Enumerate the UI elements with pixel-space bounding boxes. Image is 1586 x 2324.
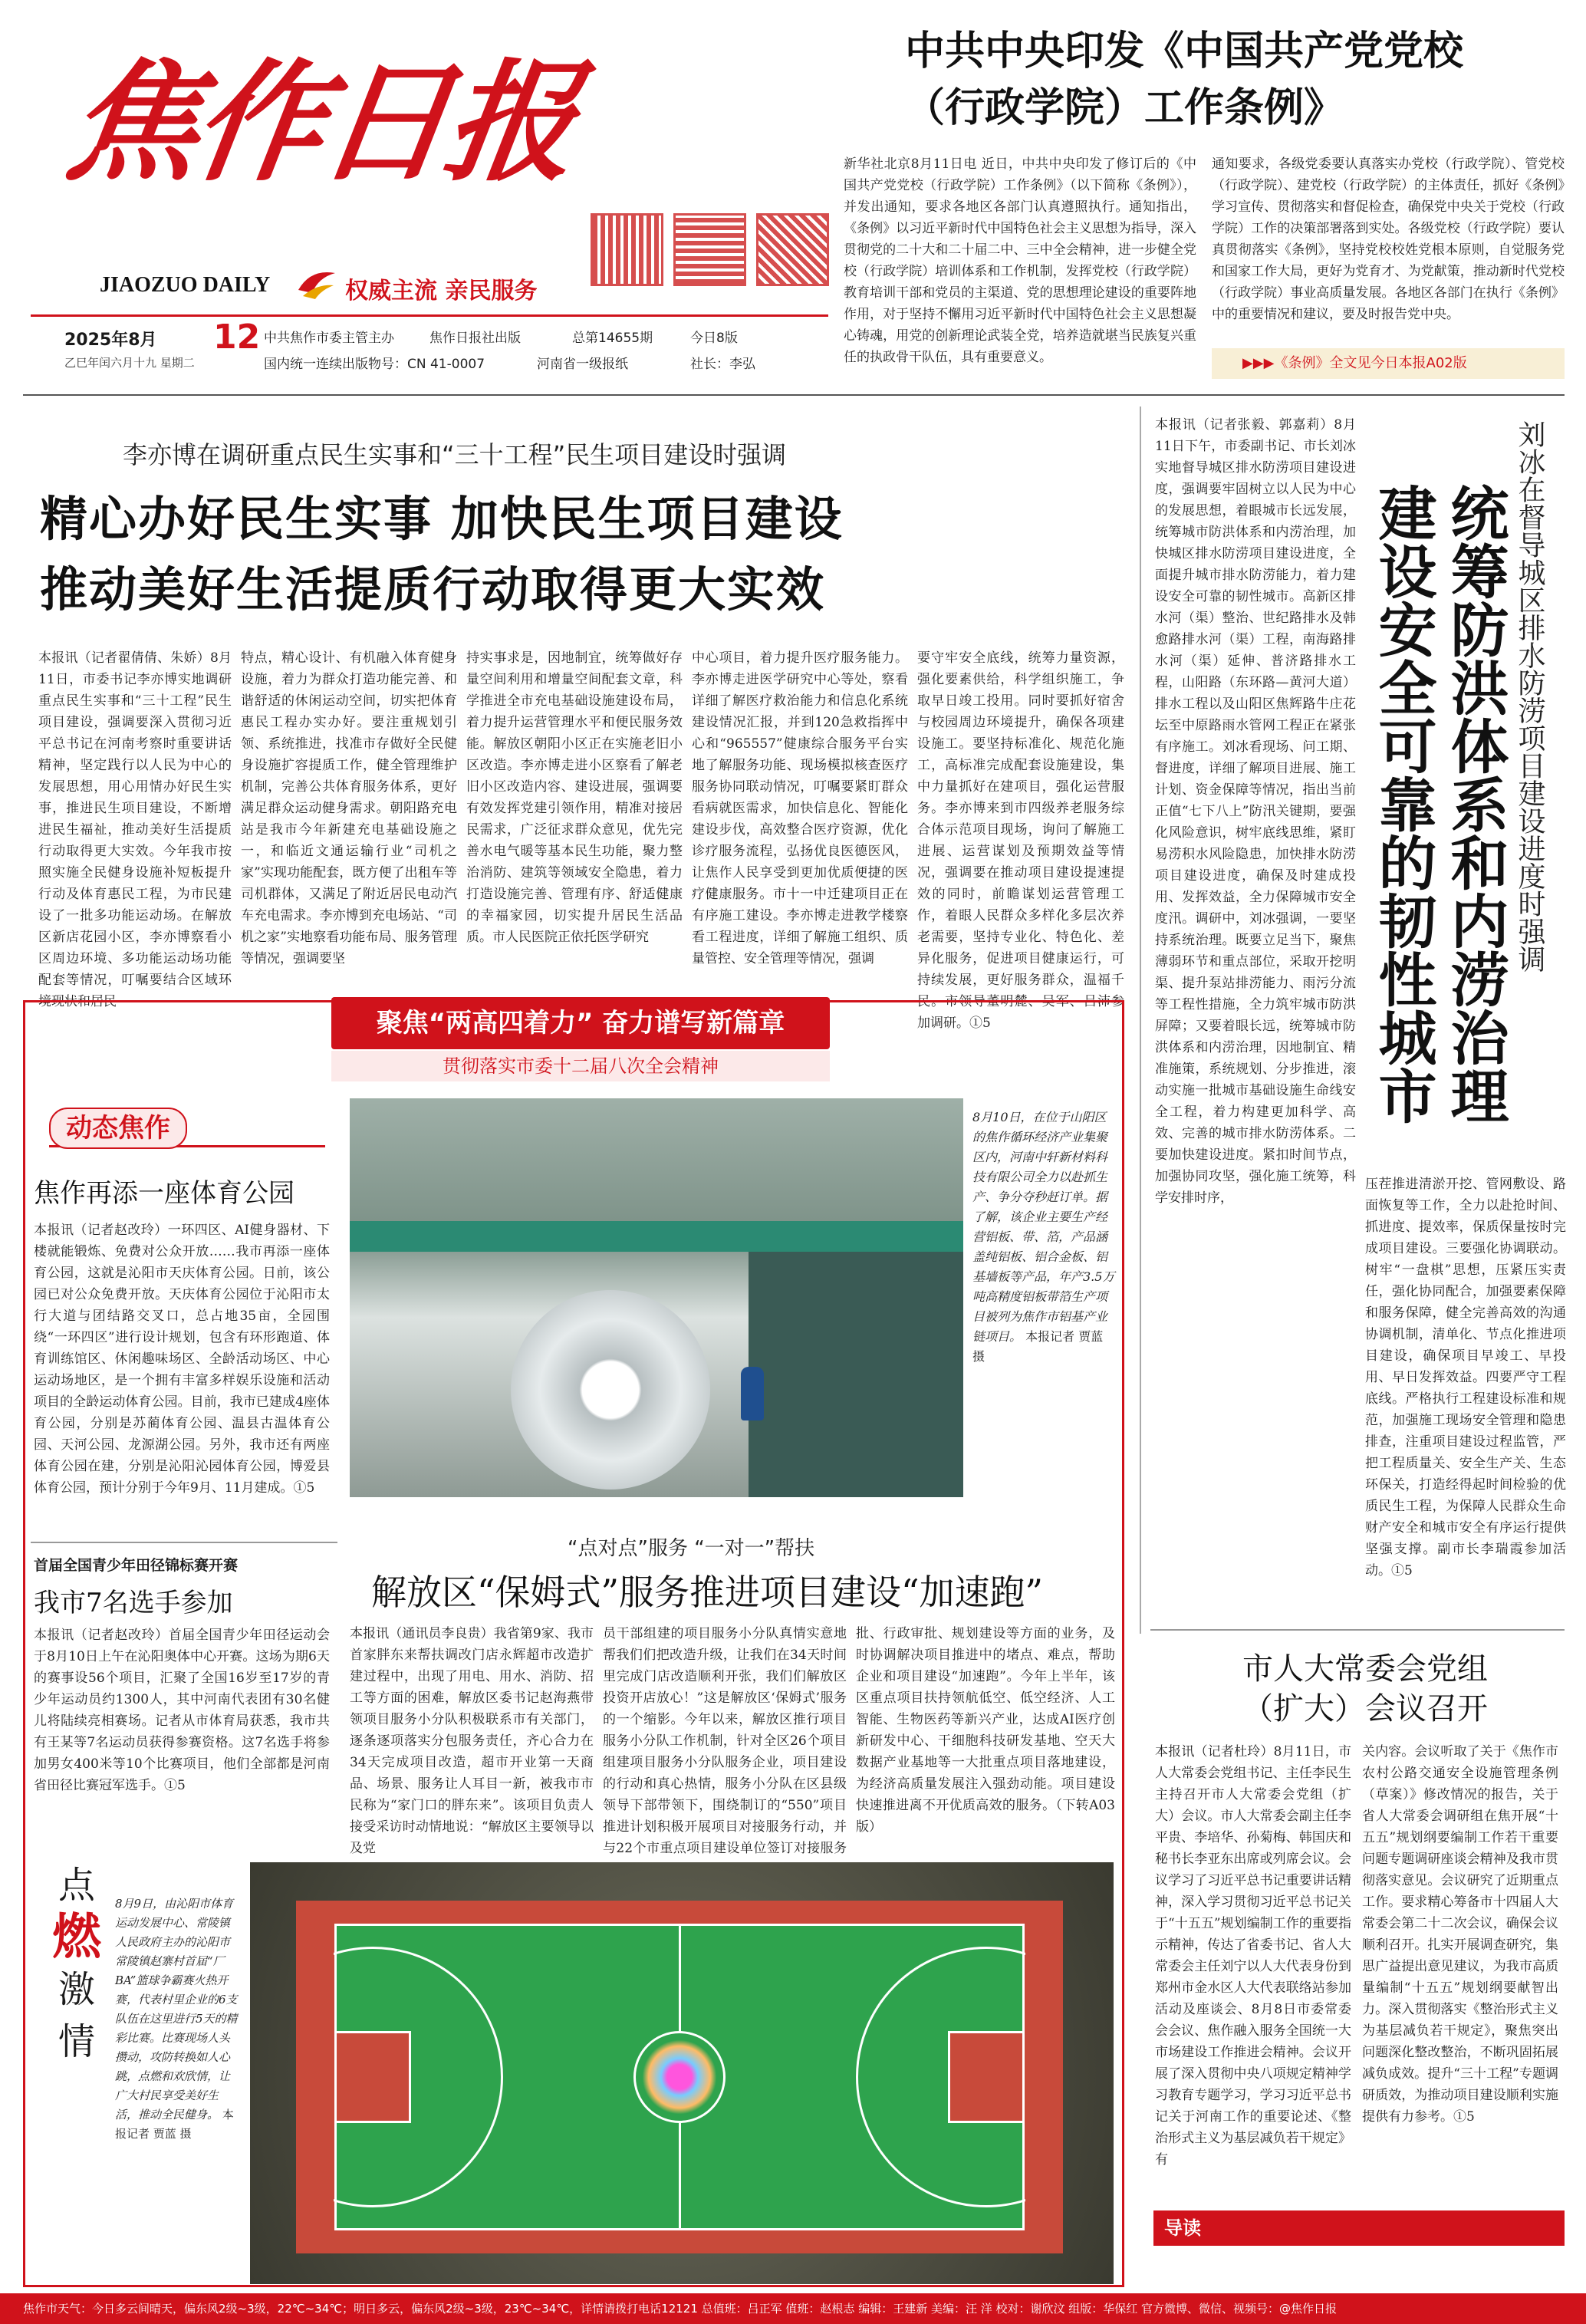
column-divider [1140,407,1141,1634]
masthead-pinyin: JIAOZUO DAILY [100,273,271,297]
main-headline-1[interactable]: 精心办好民生实事 加快民生项目建设 [40,491,844,547]
photo-credit: 本报记者 贾蓝 摄 [972,1329,1104,1364]
divider [23,394,1565,396]
feature-banner-text: 聚焦“两高四着力” 奋力谱写新篇章 [376,1008,785,1039]
liu-kicker: 刘冰在督导城区排水防涝项目建设进度时强调 [1514,420,1545,973]
track-body: 本报讯（记者赵改玲）首届全国青少年田径运动会于8月10日上午在沁阳奥体中心开赛。这场为期6天的赛事设56个项目，汇聚了全国16岁至17岁的青少年运动员约1300人，其中河南代表团有30名健儿将陆续亮相赛场。记者从市体育局获悉，我市共有王某等7名运动员获得参赛资格。这7名选手将参加男女400米等10个比赛项目，他们全部都是河南省田径比赛冠军选手。①5 [34,1628,330,1793]
service-headline[interactable]: 解放区“保姆式”服务推进项目建设“加速跑” [371,1572,1044,1613]
main-body-4: 中心项目，着力提升医疗服务能力。李亦博走进医学研究中心等处，察看详细了解医疗救治能力和信息化系统建设情况汇报，并到120急救指挥中心和“965557”健康综合服务平台实地了解服务功能、现场模拟核查医疗服务协同联动情况，叮嘱要紧盯群众看病就医需求，加快信息化、智能化建设步伐，高效整合医疗资源，优化诊疗服务流程，弘扬优良医德医风，让焦作人民享受到更加优质便捷的医疗健康服务。市十一中迁建项目正在有序施工建设。李亦博走进教学楼察看工程进度，详细了解施工组织、质量管控、安全管理等情况，强调 [692,650,908,966]
dianzan-char-4: 情 [58,2020,95,2063]
liu-headline[interactable]: 统筹防洪体系和内涝治理 建设安全可靠的韧性城市 [1369,483,1509,1124]
dongtai-tag-label: 动态焦作 [49,1108,187,1149]
dianzan-char-1: 点 [58,1864,95,1907]
issue-day: 12 [213,318,261,357]
issue-cn: 国内统一连续出版物号：CN 41-0007 [264,357,485,372]
steel-coil [511,1290,710,1490]
court-3pt-right [856,1947,1117,2207]
track-kicker: 首届全国青少年田径锦标赛开赛 [34,1557,239,1574]
dianzan-caption [115,1894,238,2278]
factory-photo [350,1098,963,1497]
dongtai-body: 本报讯（记者赵改玲）一环四区、AI健身器材、下楼就能锻炼、免费对公众开放……我市再添一座体育公园，这就是沁阳市天庆体育公园。日前，该公园已对公众免费开放。天庆体育公园位于沁阳市太行大道与团结路交叉口，总占地35亩，全园围绕“一环四区”进行设计规划，包含有环形跑道、体育训练馆区、休闲趣味场区、全龄活动场区、中心运动场地区，是一个拥有丰富多样娱乐设施和活动项目的全龄运动体育公园。目前，我市已建成4座体育公园，分别是苏蔺体育公园、温县古温体育公园、天河公园、龙源湖公园。另外，我市还有两座体育公园在建，分别是沁阳沁园体育公园，博爱县体育公园，预计分别于今年9月、11月建成。①5 [34,1223,330,1496]
issue-pages: 今日8版 [690,331,738,346]
track-headline[interactable]: 我市7名选手参加 [34,1588,233,1618]
dianzan-title [46,1859,107,2068]
masthead-emblem-icon [295,267,338,301]
service-body-2: 员干部组建的项目服务小分队真情实意地帮我们们把改造升级，让我们在34天时间里完成门店改造顺利开张，我们们解放区投资开店放心！”这是解放区‘保姆式’服务的一个缩影。今年以来，解放区推行项目服务小分队工作机制，针对全区26个项目组建项目服务小分队服务企业，项目建设的行动和真心热情，服务小分队在区县级领导下部带领下，围绕制订的“550”项目推进计划积极开展项目对接服务行动，并与22个市重点项目建设单位签订对接服务 [603,1626,847,1856]
npc-headline-1[interactable]: 市人大常委会党组 [1242,1651,1488,1687]
dongtai-headline[interactable]: 焦作再添一座体育公园 [34,1178,294,1209]
npc-body-2: 关内容。会议听取了关于《焦作市农村公路交通安全设施管理条例（草案）》修改情况的报告，关于省人大常委会调研组在焦开展“十五五”规划纲要编制工作若干重要问题专题调研座谈会精神及我市贯彻落实意见。会议研究了近期重点工作。要求精心筹备市十四届人大常委会第二十二次会议，确保会议顺利召开。扎实开展调查研究，集思广益提出意见建议，为我市高质量编制“十五五”规划纲要献智出力。深入贯彻落实《整治形式主义为基层减负若干规定》，聚焦突出问题深化整改整治，不断巩固拓展减负成效。提升“三十工程”专题调研质效，为推动项目建设顺利实施提供有力参考。①5 [1362,1744,1558,2125]
qr-code-icon[interactable] [591,213,663,286]
issue-date: 2025年8月 [64,331,157,350]
main-body-1: 本报讯（记者翟倩倩、朱娇）8月11日，市委书记李亦博实地调研重点民生实事和“三十工程”民生项目建设，强调要深入贯彻习近平总书记在河南考察时重要讲话精神，坚定践行以人民为中心的发展思想，用心用情办好民生实事，推进民生项目建设，不断增进民生福祉，推动美好生活提质行动取得更大实效。今年我市按照实施全民健身设施补短板提升行动及体育惠民工程，为市民建设了一批多功能运动场。在解放区新店花园小区，李亦博察看小区周边环境、多功能运动场功能配套等情况，叮嘱要结合区域环境现状和居民 [38,650,232,1009]
service-body-3: 批、行政审批、规划建设等方面的业务，及时协调解决项目推进中的堵点、难点，帮助企业和项目建设“加速跑”。今年上半年，该区重点项目扶持领航低空、低空经济、人工智能、生物医药等新兴产业，达成AI医疗创新研发中心、干细胞科技研发基地、空天大数据产业基地等一大批重点项目落地建设，为经济高质量发展注入强劲动能。项目建设快速推进离不开优质高效的服务。（下转A03版） [856,1626,1115,1835]
daodu-header [1153,2210,1565,2246]
issue-number: 总第14655期 [572,331,653,346]
dianzan-credit: 本报记者 贾蓝 摄 [115,2108,234,2141]
lead-body-2: 通知要求，各级党委要认真落实办党校（行政学院）、管党校（行政学院）、建党校（行政学院）的主体责任，抓好《条例》学习宣传、贯彻落实和督促检查，确保党中央关于党校（行政学院）工作的决策部署落到实处。各级党校（行政学院）要认真贯彻落实《条例》，坚持党校校姓党根本原则，自觉服务党和国家工作大局，更好为党育才、为党献策，推动新时代党校（行政学院）事业高质量发展。各地区各部门在执行《条例》中的重要情况和建议，要及时报告党中央。 [1212,156,1565,322]
divider [1150,1629,1565,1631]
main-body-3: 持实事求是，因地制宜，统筹做好存量空间利用和增量空间配套文章，科学推进全市充电基础设施建设布局，着力提升运营管理水平和便民服务效能。解放区朝阳小区正在实施老旧小区改造。李亦博走进小区察看了解老旧小区改造内容、建设进展，强调要有效发挥党建引领作用，精准对接居民需求，广泛征求群众意见，优先完善水电气暖等基本民生功能，聚力整治消防、建筑等领域安全隐患，着力打造设施完善、管理有序、舒适健康的幸福家园，切实提升居民生活品质。市人民医院正依托医学研究 [466,650,683,945]
feature-subbanner: 贯彻落实市委十二届八次全会精神 [331,1051,830,1081]
issue-grade: 河南省一级报纸 [537,357,628,372]
court-3pt-left [242,1947,503,2207]
main-headline-2[interactable]: 推动美好生活提质行动取得更大实效 [40,561,826,617]
machine-body [749,1252,963,1497]
issue-publisher: 焦作日报社出版 [429,331,521,346]
main-kicker: 李亦博在调研重点民生实事和“三十工程”民生项目建设时强调 [123,440,787,469]
lead-body-1: 新华社北京8月11日电 近日，中共中央印发了修订后的《中国共产党党校（行政学院）工作条例》（以下简称《条例》），并发出通知，要求各地区各部门认真遵照执行。通知指出，《条例》以习近平新时代中国特色社会主义思想为指导，深入贯彻党的二十大和二十届二中、三中全会精神，进一步健全党校（行政学院）培训体系和工作机制，发挥党校（行政学院）教育培训干部和党员的主渠道、党的思想理论建设的重要阵地作用，对于坚持不懈用习近平新时代中国特色社会主义思想凝心铸魂，用党的创新理论武装全党，培养造就堪当民族复兴重任的执政骨干队伍，具有重要意义。 [844,156,1196,365]
footer-bar [0,2293,1586,2324]
issue-sponsor: 中共焦作市委主管主办 [264,331,394,346]
npc-headline-2[interactable]: （扩大）会议召开 [1242,1691,1488,1727]
feature-banner [331,997,830,1049]
dianzan-caption-text: 8月9日，由沁阳市体育运动发展中心、常陵镇人民政府主办的沁阳市常陵镇赵寨村首届“厂BA”篮球争霸赛火热开赛，代表村里企业的6支队伍在这里进行5天的精彩比赛。比赛现场人头攒动，攻防转换如人心跳，点燃和欢欣情，让广大村民享受美好生活，推动全民健身。 [115,1897,238,2122]
lead-headline[interactable]: 中共中央印发《中国共产党党校（行政学院）工作条例》 [905,28,1464,131]
masthead-logo: 焦作日报 [58,46,584,199]
worker-figure [741,1367,764,1420]
npc-body-1: 本报讯（记者杜玲）8月11日，市人大常委会党组书记、主任李民生主持召开市人大常委会党组（扩大）会议。市人大常委会副主任李平贵、李培华、孙菊梅、韩国庆和秘书长李亚东出席或列席会议。会议学习了习近平总书记重要讲话精神，深入学习贯彻习近平总书记关于“十五五”规划编制工作的重要指示精神，传达了省委书记、省人大常委会主任刘宁以人大代表身份到郑州市金水区人大代表联络站参加活动及座谈会、8月8日市委常委会会议、焦作融入服务全国统一大市场建设工作推进会精神。会议开展了深入贯彻中央八项规定精神学习教育专题学习，学习习近平总书记关于河南工作的重要论述、《整治形式主义为基层减负若干规定》有 [1155,1744,1351,2168]
daodu-label: 导读 [1164,2217,1201,2239]
photo-caption-text: 8月10日，在位于山阳区的焦作循环经济产业集聚区内，河南中轩新材料科技有限公司全力以赴抓生产、争分夺秒赶订单。据了解，该企业主要生产经营铝板、带、箔，产品涵盖纯铝板、铝合金板、铝基墙板等产品，年产3.5万吨高精度铝板带箔生产项目被列为焦作市铝基产业链项目。 [972,1110,1115,1344]
main-body-2: 特点，精心设计、有机融入体育健身设施，着力为群众打造功能完善、和谐舒适的休闲运动空间，切实把体育惠民工程办实办好。要注重规划引领、系统推进，找准市存做好全民健身设施扩容提质工作，健全管理维护机制，完善公共体育服务体系，更好满足群众运动健身需求。朝阳路充电站是我市今年新建充电基础设施之一，和临近文通运输行业“司机之家”实现功能配套，既方便了出租车等司机群体，又满足了附近居民电动汽车充电需求。李亦博到充电场站、“司机之家”实地察看功能布局、服务管理等情况，强调要坚 [241,650,457,966]
divider [31,1542,337,1543]
photo-caption [972,1108,1115,1506]
masthead-slogan: 权威主流 亲民服务 [345,278,538,304]
qr-code-icon[interactable] [756,213,829,286]
service-kicker: “点对点”服务 “一对一”帮扶 [568,1537,815,1560]
qr-code-icon[interactable] [673,213,746,286]
lead-ref-link[interactable]: ▶▶▶《条例》全文见今日本报A02版 [1212,348,1565,379]
lunar-date: 乙巳年闰六月十九 星期二 [64,356,195,370]
issue-president: 社长：李弘 [690,357,755,372]
basketball-photo [250,1862,1114,2284]
machine-frame [350,1221,963,1252]
liu-body-top: 本报讯（记者张毅、郭嘉莉）8月11日下午，市委副书记、市长刘冰实地督导城区排水防涝项目建设进度，强调要牢固树立以人民为中心的发展思想，着眼城市长远发展，统筹城市防洪体系和内涝治理，加快城区排水防涝项目建设进度，全面提升城市排水防涝能力，着力建设安全可靠的韧性城市。高新区排水河（渠）整治、世纪路排水及韩愈路排水河（渠）工程，南海路排水河（渠）延伸、普济路排水工程，山阳路（东环路—黄河大道）排水工程以及山阳区焦辉路牛庄花坛至中原路雨水管网工程正在紧张有序施工。刘冰看现场、问工期、督进度，详细了解项目进展、施工计划、资金保障等情况，指出当前正值“七下八上”防汛关键期，要强化风险意识，树牢底线思维，紧盯易涝积水风险隐患，加快排水防涝项目建设进度，确保及时建成投用、发挥效益，全力保障城市安全度汛。调研中，刘冰强调，一要坚持系统治理。既要立足当下，聚焦薄弱环节和重点部位，采取开挖明渠、提升泵站排涝能力、雨污分流等工程性措施，全力筑牢城市防洪屏障；又要着眼长远，统筹城市防洪体系和内涝治理，因地制宜、精准施策，系统规划、分步推进，滚动实施一批城市基础设施生命线安全工程，着力构建更加科学、高效、完善的城市排水防涝体系。二要加快建设进度。紧扣时间节点，加强协同攻坚，强化施工统筹，科学安排时序， [1155,417,1356,1206]
liu-body-bottom: 压茬推进清淤开挖、管网敷设、路面恢复等工作，全力以赴抢时间、抓进度、提效率，保质保量按时完成项目建设。三要强化协调联动。树牢“一盘棋”思想，压紧压实责任，强化协同配合，加强要素保障和服务保障，健全完善高效的沟通协调机制，清单化、节点化推进项目建设，确保项目早竣工、早投用、早日发挥效益。四要严守工程底线。严格执行工程建设标准和规范，加强施工现场安全管理和隐患排查，注重项目建设过程监管，严把工程质量关、安全生产关、生态环保关，打造经得起时间检验的优质民生工程，为保障人民群众生命财产安全和城市安全有序运行提供坚强支撑。副市长李瑞霞参加活动。①5 [1365,1177,1566,1578]
dianzan-char-2: 燃 [52,1908,101,1966]
dongtai-tag [49,1108,325,1147]
service-body-1: 本报讯（通讯员李良贵）我省第9家、我市首家胖东来帮扶调改门店永辉超市改造扩建过程中，出现了用电、用水、消防、招工等方面的困难，解放区委书记赵海燕带领项目服务小分队积极联系市有关部门，逐条逐项落实分包服务责任，齐心合力在34天完成项目改造，超市开业第一天商品、场景、服务让人耳目一新，被我市市民称为“家门口的胖东来”。该项目负责人接受采访时动情地说：“解放区主要领导以及党 [350,1626,594,1856]
court-center-circle [633,2031,726,2123]
footer-text: 焦作市天气：今日多云间晴天，偏东风2级~3级，22℃~34℃；明日多云，偏东风2级~3级，23℃~34℃，详情请拨打电话12121 总值班：吕正军 值班：赵根志 编辑：王建新 美编：汪 洋 校对：谢欣汶 组版：华保红 官方微博、微信、视频号：@焦作日报 [23,2302,1338,2316]
dianzan-char-3: 激 [58,1968,95,2011]
main-body-5: 要守牢安全底线，统筹力量资源，强化要素供给，科学组织施工，争取早日竣工投用。同时要抓好宿舍与校园周边环境提升，确保各项建设施工。要坚持标准化、规范化施工，高标准完成配套设施建设，集中力量抓好在建项目，强化运营服务。李亦博来到市四级养老服务综合体示范项目现场，询问了解施工进展、运营谋划及预期效益等情况，强调要在推动项目建设提速提效的同时，前瞻谋划运营管理工作，着眼人民群众多样化多层次养老需要，坚持专业化、特色化、差异化服务，促进项目健康运行，可持续发展，更好服务群众，温福千民。市领导董明麓、吴军、吕沛参加调研。①5 [917,650,1124,1031]
